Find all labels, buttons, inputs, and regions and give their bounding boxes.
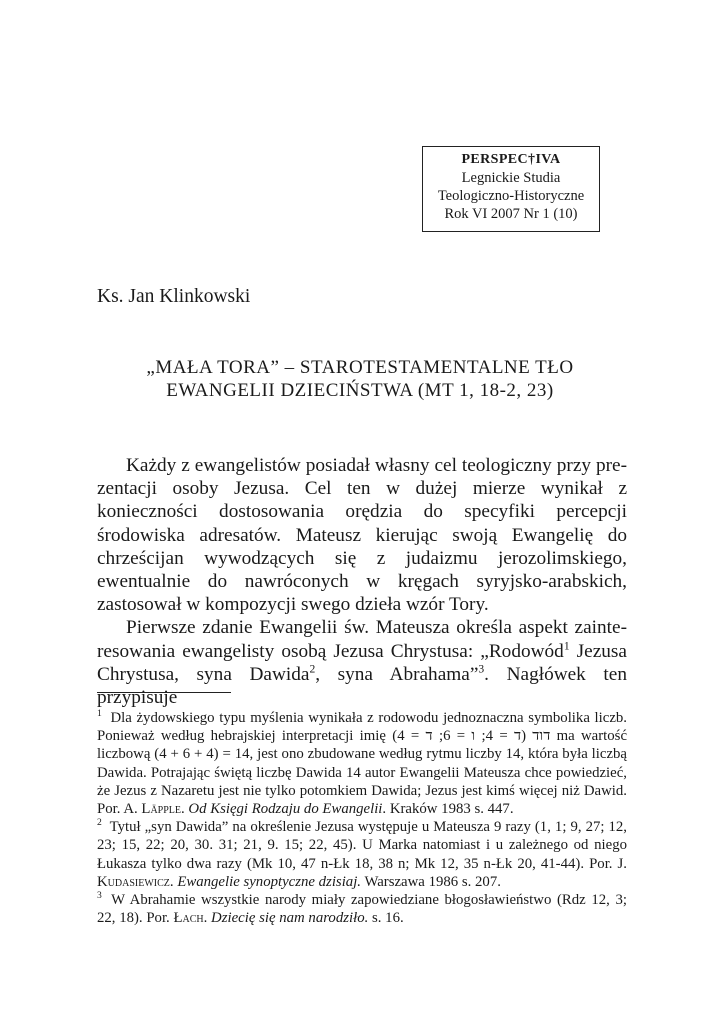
- cited-author: Läpple: [141, 801, 182, 818]
- body-text-segment: . Nagłówek ten przypisuje: [97, 663, 627, 709]
- cited-author: Kudasiewicz: [97, 873, 170, 890]
- cited-author: Łach: [173, 910, 204, 927]
- footnote-text: Tytuł „syn Dawida” na określenie Jezusa występuje u Mateusza 9 razy (1, 1; 9, 27; 12, 23; 15, 22; 20, 30. 31; 21, 9. 15; 22, 45). U Marka natomiast i u zależnego od niego Łukasza tylko dwa razy (Mk 10, 47 n-Łk 18, 38 n; Mk 12, 35 n-Łk 20, 41-44). Por. J.: [97, 819, 627, 872]
- footnote-text: Warszawa 1986 s. 207.: [361, 873, 501, 890]
- footnote-divider: [97, 692, 231, 693]
- footnote-ref-1[interactable]: 1: [563, 639, 570, 653]
- cited-title: Dziecię się nam narodziło.: [211, 910, 369, 927]
- journal-info-box: [422, 146, 600, 232]
- article-body: [97, 454, 627, 709]
- footnote-2: [97, 818, 627, 891]
- footnote-number: 1: [97, 708, 102, 720]
- journal-subtitle-2: Teologiczno-Historyczne: [437, 188, 585, 204]
- journal-name: PERSPEC†IVA: [461, 152, 561, 167]
- footnote-number: 2: [97, 817, 102, 829]
- footnote-3: [97, 891, 627, 927]
- footnote-number: 3: [97, 890, 102, 902]
- footnote-separator: .: [181, 801, 189, 818]
- footnote-text: s. 16.: [368, 910, 404, 927]
- footnote-text: W Abrahamie wszystkie narody miały zapowiedziane błogosławieństwo (Rdz 12, 3; 22, 18). Por.: [97, 892, 627, 927]
- body-text-segment: Jezusa Chrystusa, syna Dawida: [97, 640, 627, 685]
- body-paragraph-2: [97, 616, 627, 709]
- footnote-text: . Kraków 1983 s. 447.: [382, 801, 514, 818]
- footnote-ref-3[interactable]: 3: [478, 662, 485, 676]
- footnote-ref-2[interactable]: 2: [309, 662, 316, 676]
- body-text-segment: , syna Abrahama”: [315, 663, 479, 685]
- body-paragraph-1: Każdy z ewangelistów posiadał własny cel teologiczny przy prezentacji osoby Jezusa. Cel ten w dużej mierze wynikał z konieczności dostosowania orędzia do specyfiki percepcji środowiska adresatów. Mateusz kierując swoją Ewangelię do chrześcijan wywodzących się z judaizmu jerozolimskiego, ewentualnie do nawróconych w kręgach syryjsko-arabskich, zastosował w kompozycji swego dzieła wzór Tory.: [97, 455, 627, 616]
- footnotes: [97, 709, 627, 927]
- cited-title: Ewangelie synoptyczne dzisiaj.: [177, 873, 362, 890]
- footnote-text: Dla żydowskiego typu myślenia wynikała z rodowodu jednoznaczna symbolika liczb. Ponieważ według hebrajskiej interpretacji imię דוד (ד = 4; ו = 6; ד = 4) ma wartość liczbową (4 + 6 + 4) = 14, jest ono zbudowane według rytmu liczby 14, która była liczbą Dawida. Potrajając świętą liczbę Dawida 14 autor Ewangelii Mateusza chce powiedzieć, że Jezus z Nazaretu jest nie tylko potomkiem Dawida; Jezus jest kimś więcej niż Dawid. Por. A.: [97, 710, 628, 818]
- article-author: Ks. Jan Klinkowski: [97, 286, 251, 307]
- footnote-separator: .: [169, 873, 178, 890]
- cited-title: Od Księgi Rodzaju do Ewangelii: [188, 801, 383, 818]
- footnote-separator: .: [203, 910, 212, 927]
- journal-subtitle: Legnickie Studia: [461, 170, 561, 186]
- article-title-line-1: „MAŁA TORA” – STAROTESTAMENTALNE TŁO: [146, 357, 574, 378]
- journal-issue: Rok VI 2007 Nr 1 (10): [444, 206, 578, 222]
- body-text-segment: Pierwsze zdanie Ewangelii św. Mateusza określa aspekt zainteresowania ewangelisty osobą Jezusa Chrystusa: „Rodowód: [97, 617, 627, 662]
- article-title: [95, 356, 625, 402]
- footnote-1: [97, 709, 627, 818]
- article-title-line-2: EWANGELII DZIECIŃSTWA (MT 1, 18-2, 23): [166, 380, 554, 401]
